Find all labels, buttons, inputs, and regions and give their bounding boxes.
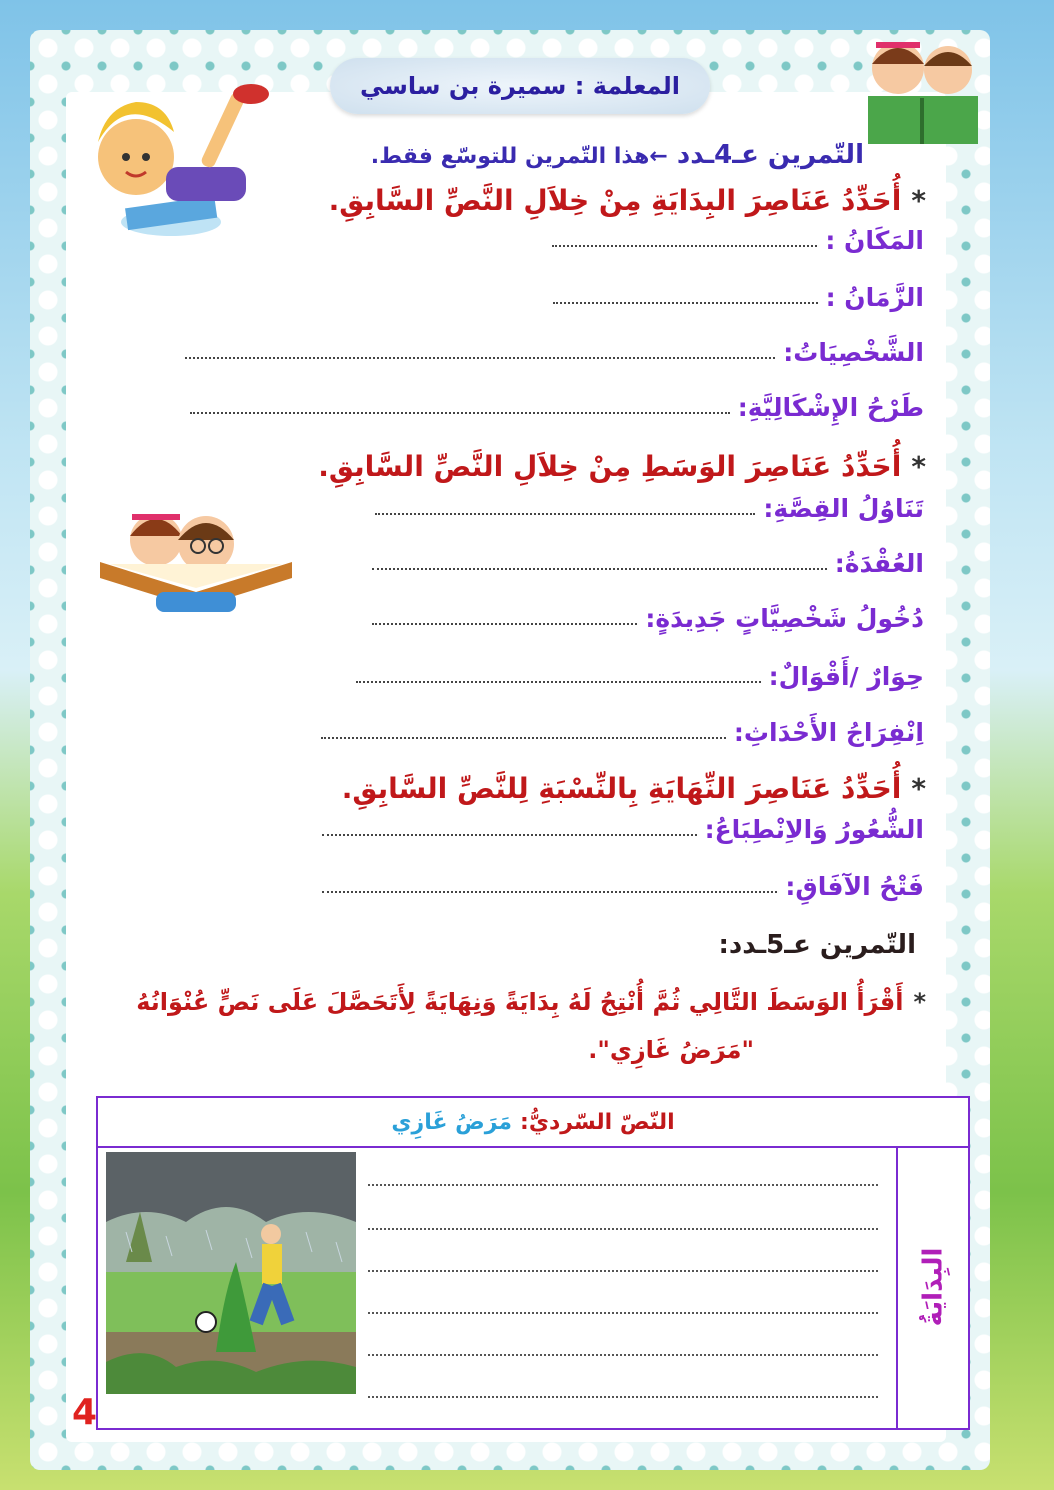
answer-line[interactable] xyxy=(553,301,818,304)
section-beginning-heading: *أُحَدِّدُ عَنَاصِرَ البِدَايَةِ مِنْ خِلاَلِ النَّصِّ السَّابِقِ. xyxy=(328,184,926,217)
exercise-5-title: التّمرين عـ5ـدد: xyxy=(718,930,916,960)
page-number: 4 xyxy=(72,1392,98,1433)
bullet-star-icon: * xyxy=(911,772,926,805)
field-characters: الشَّخْصِيَاتُ: xyxy=(185,338,924,367)
bullet-star-icon: * xyxy=(911,450,926,483)
teacher-cloud xyxy=(330,58,710,114)
exercise-4-title xyxy=(371,140,864,170)
exercise-4-number: التّمرين عـ4ـدد xyxy=(676,140,864,170)
children-book-illustration xyxy=(858,28,988,148)
section-middle-heading: *أُحَدِّدُ عَنَاصِرَ الوَسَطِ مِنْ خِلاَلِ النَّصِّ السَّابِقِ. xyxy=(318,450,926,483)
exercise-5-instruction: *أَقْرَأُ الوَسَطَ التَّالِي ثُمَّ أُنْتِجُ لَهُ بِدَايَةً وَنِهَايَةً لِأَتَحَصَّلَ عَلَى نَصٍّ عُنْوَانُهُ xyxy=(136,988,926,1016)
answer-line[interactable] xyxy=(372,567,827,570)
exercise-5-instruction-title: "مَرَضُ غَازِي". xyxy=(588,1036,754,1064)
bullet-star-icon: * xyxy=(911,184,926,217)
table-header-title: مَرَضُ غَازِي xyxy=(391,1109,513,1135)
answer-line[interactable] xyxy=(185,356,775,359)
answer-line[interactable] xyxy=(322,833,697,836)
answer-line[interactable] xyxy=(552,244,817,247)
field-problem: طَرْحُ الإِشْكَالِيَّةِ: xyxy=(190,393,924,422)
answer-line[interactable] xyxy=(375,512,755,515)
field-time: الزَّمَانُ : xyxy=(553,283,924,312)
beginning-label: البِدَايَةُ xyxy=(918,1247,948,1327)
answer-line[interactable] xyxy=(356,680,761,683)
field-feeling: الشُّعُورُ وَالاِنْطِبَاعُ: xyxy=(322,815,924,844)
writing-line[interactable] xyxy=(368,1228,878,1230)
field-story-handling: تَنَاوُلُ القِصَّةِ: xyxy=(375,494,924,523)
answer-line[interactable] xyxy=(190,411,730,414)
field-horizons: فَتْحُ الآفَاقِ: xyxy=(322,872,924,901)
field-new-characters: دُخُولُ شَخْصِيَّاتٍ جَدِيدَةٍ: xyxy=(372,604,924,633)
answer-line[interactable] xyxy=(322,890,777,893)
writing-line[interactable] xyxy=(368,1184,878,1186)
field-resolution: اِنْفِرَاجُ الأَحْدَاثِ: xyxy=(321,718,924,747)
section-ending-heading: *أُحَدِّدُ عَنَاصِرَ النِّهَايَةِ بِالنِّسْبَةِ لِلنَّصِّ السَّابِقِ. xyxy=(341,772,926,805)
narrative-table xyxy=(96,1096,970,1430)
field-dialogue: حِوَارٌ /أَقْوَالٌ: xyxy=(356,662,924,691)
table-header xyxy=(98,1098,968,1148)
writing-line[interactable] xyxy=(368,1396,878,1398)
table-header-label: النّصّ السّرديُّ: xyxy=(520,1109,675,1135)
field-place: المَكَانُ : xyxy=(552,226,924,255)
bullet-star-icon: * xyxy=(913,988,926,1016)
field-complication: العُقْدَةُ: xyxy=(372,549,924,578)
writing-line[interactable] xyxy=(368,1270,878,1272)
exercise-4-note: ←هذا التّمرين للتوسّع فقط. xyxy=(370,144,668,169)
answer-line[interactable] xyxy=(321,736,726,739)
beginning-column xyxy=(896,1146,968,1428)
answer-line[interactable] xyxy=(372,622,637,625)
writing-line[interactable] xyxy=(368,1312,878,1314)
boy-in-rain-picture xyxy=(106,1152,356,1394)
writing-line[interactable] xyxy=(368,1354,878,1356)
girl-reading-illustration xyxy=(66,72,276,242)
teacher-name: المعلمة : سميرة بن ساسي xyxy=(359,72,681,100)
children-reading-illustration xyxy=(96,500,306,618)
